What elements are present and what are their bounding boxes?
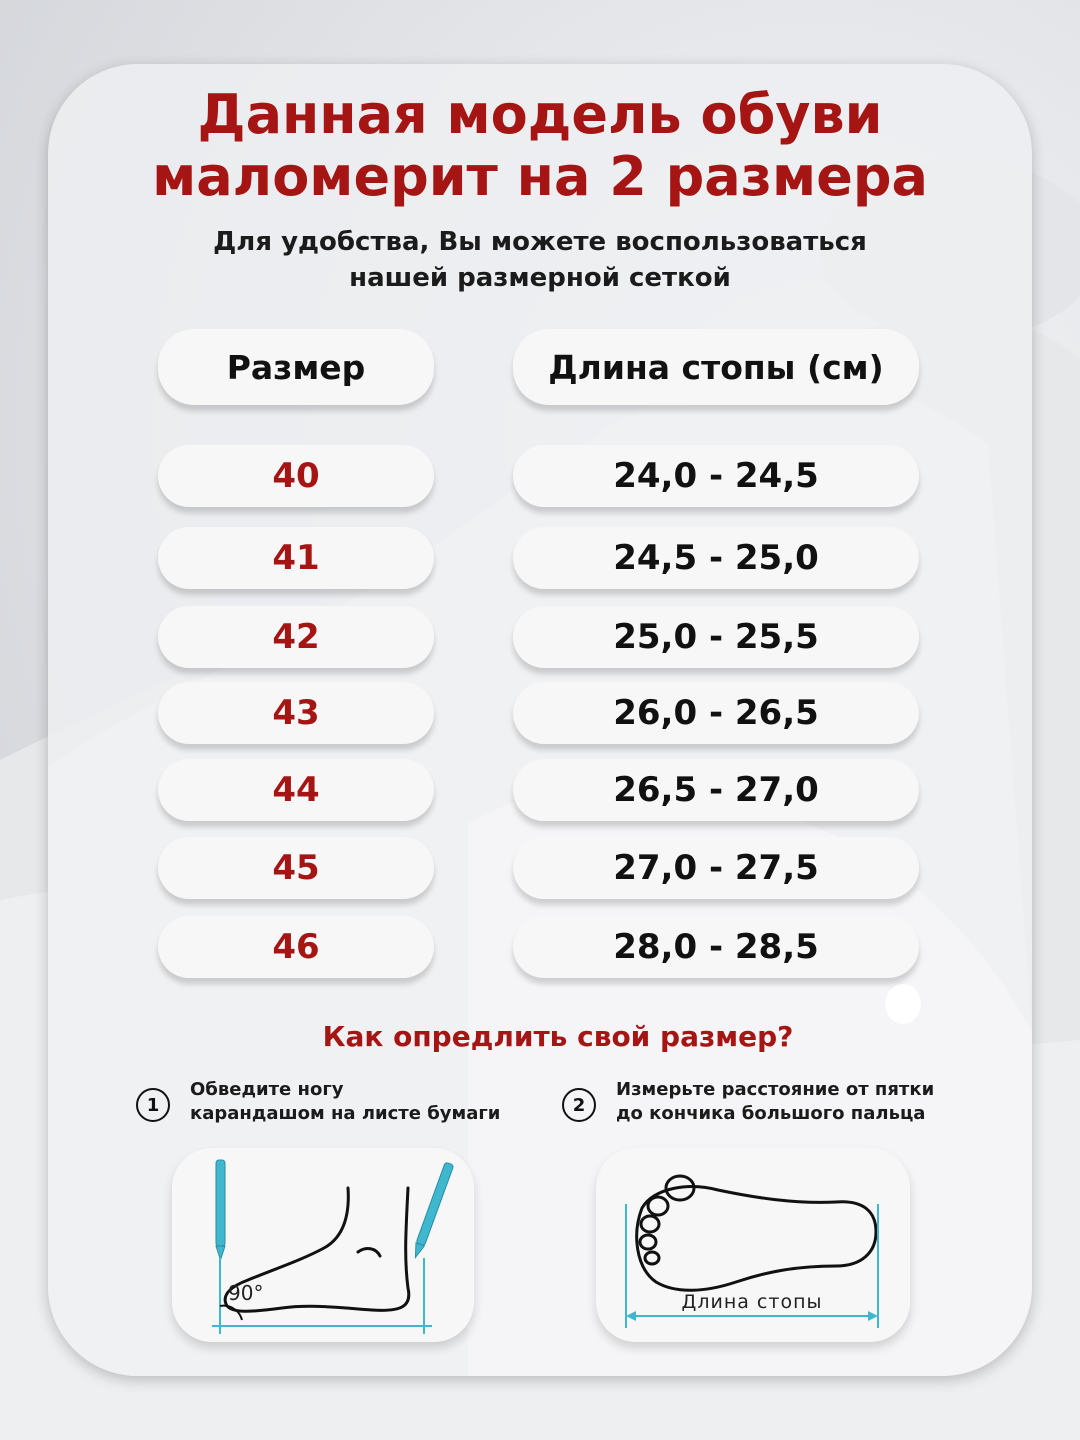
- size-cell: 41: [158, 527, 434, 589]
- subtitle-line-1: Для удобства, Вы можете воспользоваться: [213, 227, 867, 257]
- step-1-line-1: Обведите ногу: [190, 1079, 344, 1100]
- size-cell: 45: [158, 837, 434, 899]
- size-cell: 44: [158, 759, 434, 821]
- size-chart-card: [48, 64, 1032, 1376]
- step-2-number: 2: [562, 1088, 596, 1122]
- size-cell: 42: [158, 606, 434, 668]
- subtitle-line-2: нашей размерной сеткой: [349, 263, 731, 293]
- step-2-line-2: до кончика большого пальца: [616, 1103, 926, 1124]
- length-cell: 24,5 - 25,0: [513, 527, 919, 589]
- length-cell: 28,0 - 28,5: [513, 916, 919, 978]
- step-2-line-1: Измерьте расстояние от пятки: [616, 1079, 935, 1100]
- how-to-title: Как опредлить свой размер?: [322, 1020, 794, 1053]
- step-1-number: 1: [136, 1088, 170, 1122]
- length-cell: 25,0 - 25,5: [513, 606, 919, 668]
- size-cell: 43: [158, 682, 434, 744]
- size-cell: 40: [158, 445, 434, 507]
- foot-length-label: Длина стопы: [681, 1291, 823, 1313]
- pencil-left-icon: [216, 1160, 225, 1260]
- length-cell: 26,0 - 26,5: [513, 682, 919, 744]
- foot-sole-icon: [637, 1187, 876, 1291]
- length-cell: 26,5 - 27,0: [513, 759, 919, 821]
- column-header-size: Размер: [158, 329, 434, 405]
- foot-tracing-illustration: [172, 1148, 474, 1342]
- page-title: [48, 84, 1032, 208]
- size-cell: 46: [158, 916, 434, 978]
- foot-length-illustration: [596, 1148, 910, 1342]
- step-1-line-2: карандашом на листе бумаги: [190, 1103, 501, 1124]
- pencil-right-icon: [411, 1162, 454, 1259]
- title-line-1: Данная модель обуви: [197, 83, 883, 146]
- title-line-2: маломерит на 2 размера: [152, 145, 928, 208]
- length-cell: 27,0 - 27,5: [513, 837, 919, 899]
- angle-label: 90°: [228, 1281, 264, 1305]
- step-2-text: [616, 1078, 934, 1126]
- step-1-text: [190, 1078, 500, 1126]
- length-cell: 24,0 - 24,5: [513, 445, 919, 507]
- page-subtitle: [48, 224, 1032, 296]
- column-header-foot-length: Длина стопы (см): [513, 329, 919, 405]
